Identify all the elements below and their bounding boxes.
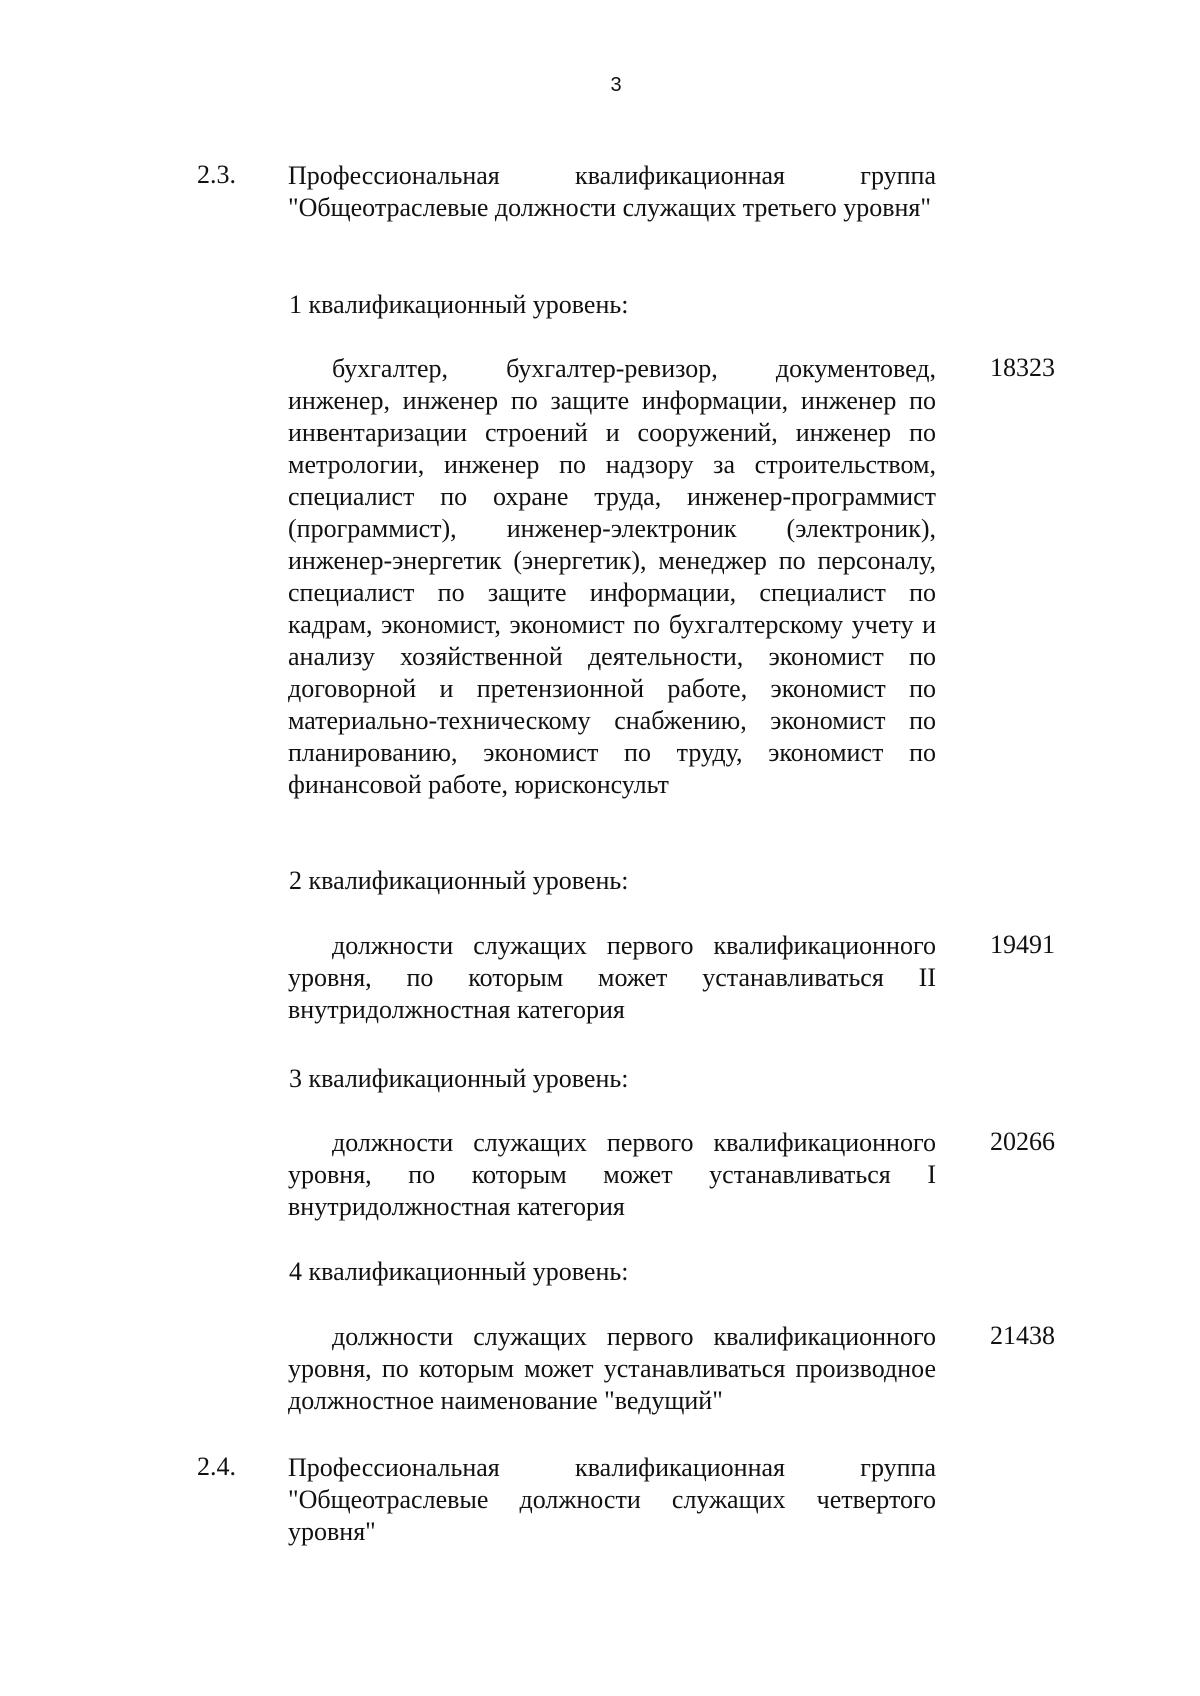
level-title: 1 квалификационный уровень: — [289, 290, 629, 319]
section-number: 2.3. — [197, 160, 236, 189]
section-number: 2.4. — [197, 1452, 236, 1481]
level-positions: бухгалтер, бухгалтер-ревизор, документовед, инженер, инженер по защите информации, инженер по инвентаризации строений и сооружений, инженер по метрологии, инженер по надзору за строительством, специалист по охране труда, инженер-программист (программист), инженер-электроник (электроник), инженер-энергетик (энергетик), менеджер по персоналу, специалист по защите информации, специалист по кадрам, экономист, экономист по бухгалтерскому учету и анализу хозяйственной деятельности, экономист по договорной и претензионной работе, экономист по материально-техническому снабжению, экономист по планированию, экономист по труду, экономист по финансовой работе, юрисконсульт — [288, 354, 936, 799]
section-title: Профессиональная квалификационная группа "Общеотраслевые должности служащих четвертого уровня" — [288, 1453, 936, 1546]
level-salary: 18323 — [990, 353, 1055, 382]
level-title: 2 квалификационный уровень: — [289, 866, 629, 895]
level-salary: 19491 — [990, 930, 1055, 959]
level-salary: 21438 — [990, 1321, 1055, 1350]
section-title: Профессиональная квалификационная группа "Общеотраслевые должности служащих третьего уровня" — [288, 161, 936, 222]
level-title: 3 квалификационный уровень: — [289, 1064, 629, 1093]
level-positions: должности служащих первого квалификационного уровня, по которым может устанавливаться I внутридолжностная категория — [288, 1128, 936, 1221]
page-number: 3 — [610, 74, 622, 96]
level-positions: должности служащих первого квалификационного уровня, по которым может устанавливаться производное должностное наименование "ведущий" — [288, 1322, 936, 1415]
level-positions: должности служащих первого квалификационного уровня, по которым может устанавливаться II внутридолжностная категория — [288, 931, 936, 1024]
level-title: 4 квалификационный уровень: — [289, 1257, 629, 1286]
level-salary: 20266 — [990, 1127, 1055, 1156]
